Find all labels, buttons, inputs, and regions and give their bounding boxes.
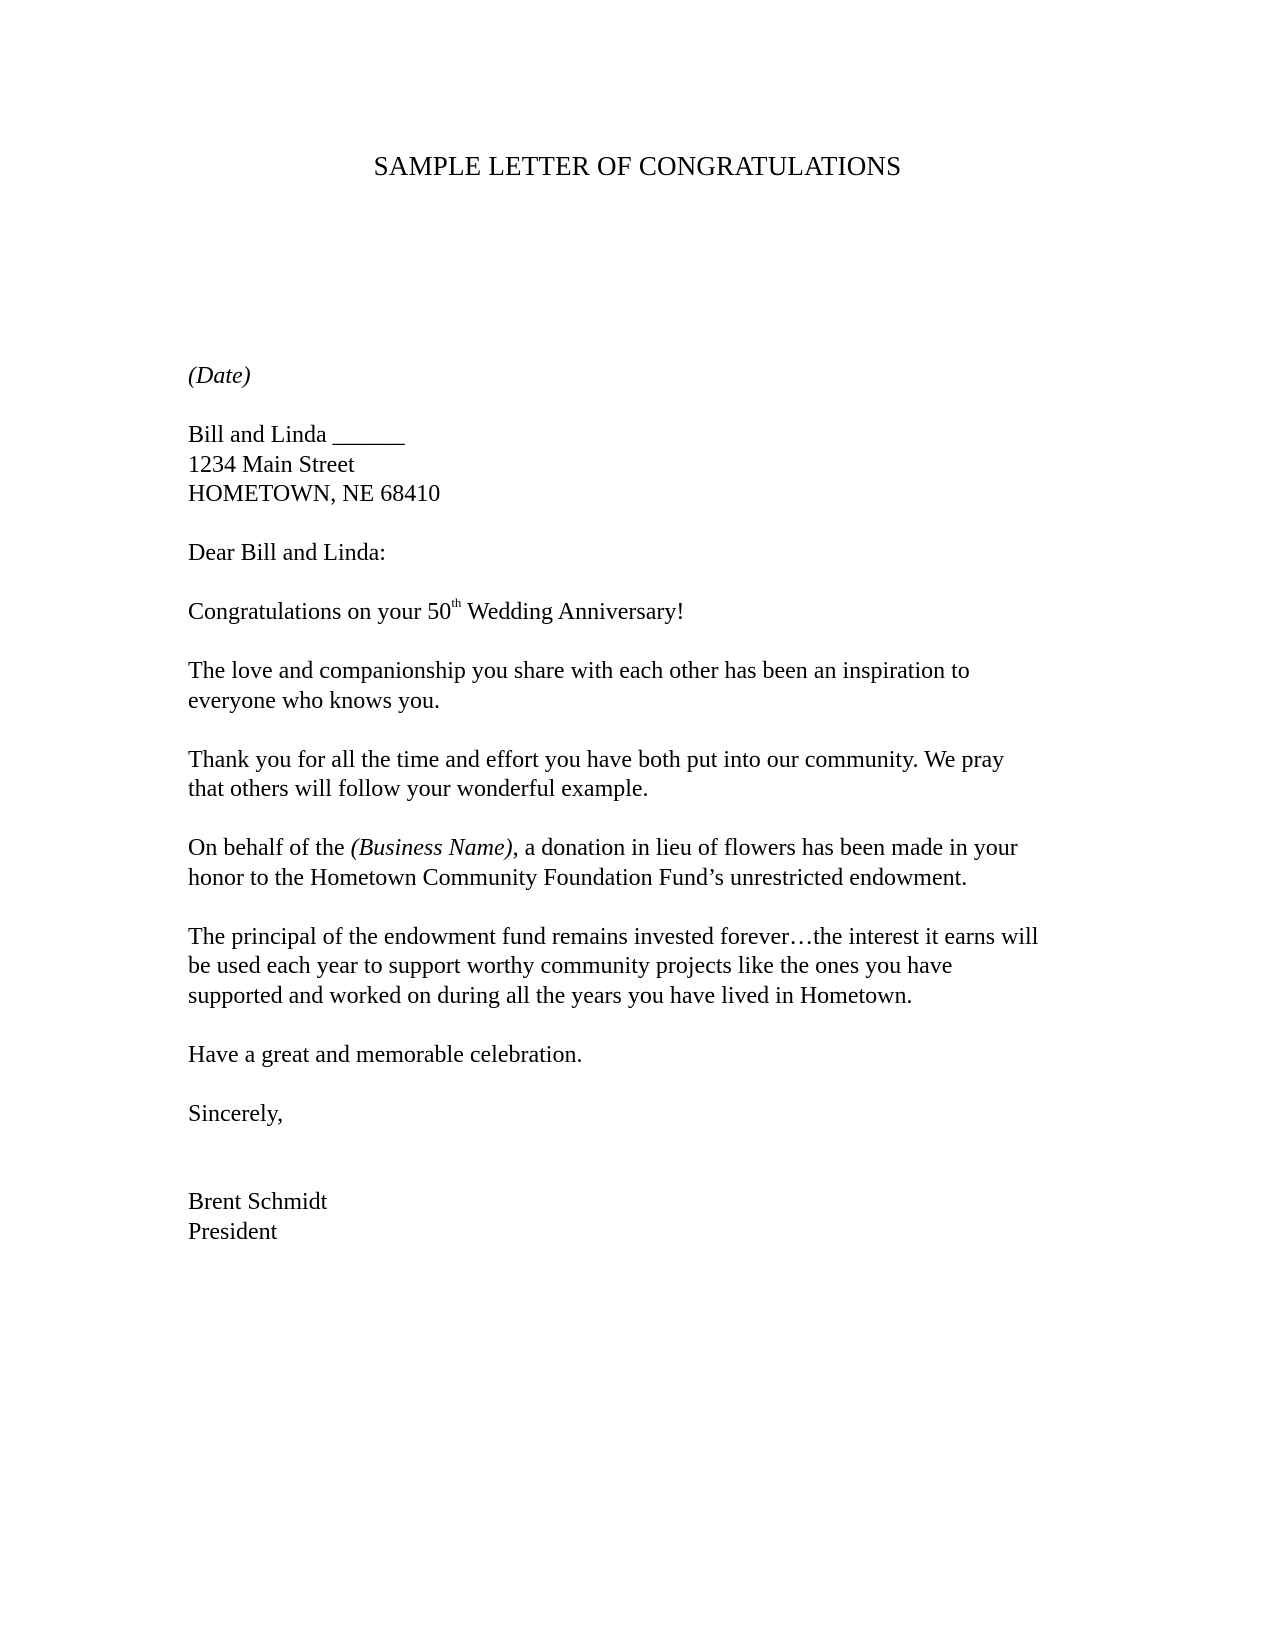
signer-title: President [188,1218,278,1245]
paragraph-endowment [188,923,1088,1012]
signature-block [188,1188,1088,1247]
spacer [188,893,1088,923]
signature-space [188,1129,1088,1188]
salutation: Dear Bill and Linda: [188,540,386,566]
paragraph-donation [188,834,1088,893]
paragraph-line: The love and companionship you share with each other has been an inspiration to [188,658,970,684]
letter-title: SAMPLE LETTER OF CONGRATULATIONS [373,151,902,181]
congratulations-line: Congratulations on your 50th Wedding Anniversary! [188,595,685,625]
paragraph-line: everyone who knows you. [188,687,440,714]
spacer [188,510,1088,540]
address-line-name: Bill and Linda ______ [188,422,405,448]
business-name-placeholder: (Business Name) [350,835,513,861]
paragraph-line: supported and worked on during all the years you have lived in Hometown. [188,982,913,1009]
paragraph-thanks [188,746,1088,805]
letter-body [188,362,1088,1247]
date-placeholder: (Date) [188,363,251,389]
signer-name: Brent Schmidt [188,1189,328,1215]
spacer [188,1070,1088,1100]
paragraph-line: that others will follow your wonderful example. [188,776,649,802]
spacer [188,716,1088,746]
spacer [188,805,1088,835]
spacer [188,392,1088,422]
paragraph-line: be used each year to support worthy community projects like the ones you have [188,953,953,979]
spacer [188,1011,1088,1041]
spacer [188,628,1088,658]
closing-line: Have a great and memorable celebration. [188,1041,583,1068]
paragraph-line: On behalf of the (Business Name), a donation in lieu of flowers has been made in your [188,835,1018,861]
recipient-address [188,421,1088,510]
spacer [188,569,1088,599]
paragraph-love [188,657,1088,716]
signoff: Sincerely, [188,1100,284,1127]
address-line-street: 1234 Main Street [188,451,355,478]
paragraph-line: Thank you for all the time and effort you have both put into our community. We pray [188,746,1005,773]
paragraph-line: The principal of the endowment fund remains invested forever…the interest it earns will [188,923,1039,950]
paragraph-line: honor to the Hometown Community Foundation Fund’s unrestricted endowment. [188,864,968,891]
address-line-city: HOMETOWN, NE 68410 [188,481,441,507]
